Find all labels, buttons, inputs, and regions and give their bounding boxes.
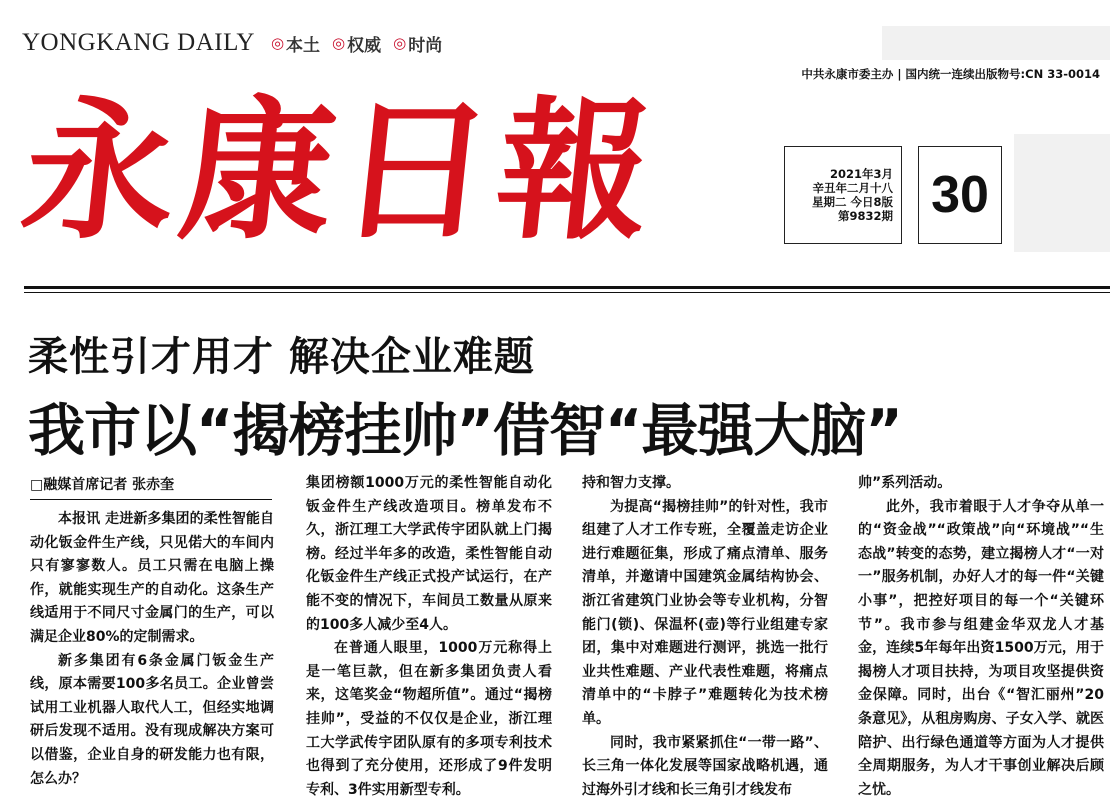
article-column-1 — [30, 508, 274, 791]
paragraph: 新多集团有6条金属门钣金生产线，原本需要100多名员工。企业曾尝试用工业机器人取代人工，但经实地调研后发现不适用。没有现成解决方案可以借鉴，企业自身的研发能力也有限，怎么办？ — [30, 652, 274, 787]
paragraph: 为提高“揭榜挂帅”的针对性，我市组建了人才工作专班，全覆盖走访企业进行难题征集，形成了痛点清单、服务清单，并邀请中国建筑金属结构协会、浙江省建筑门业协会等专业机构，分智能门(锁)、保温杯(壶)等行业组建专家团，集中对难题进行测评，挑选一批行业共性难题、产业代表性难题，将痛点清单中的“卡脖子”难题转化为技术榜单。 — [582, 498, 828, 727]
tag-authority: ◎ 权威 — [332, 34, 382, 56]
issue-weekday-pages: 星期二 今日8版 — [811, 195, 893, 209]
divider-thin — [24, 292, 1110, 293]
paragraph: 持和智力支撑。 — [582, 475, 680, 491]
issue-date: 2021年3月 — [829, 167, 893, 181]
issue-lunar-date: 辛丑年二月十八 — [812, 181, 893, 195]
ad-placeholder — [882, 26, 1110, 60]
bullseye-icon: ◎ — [332, 34, 346, 52]
article-column-2 — [306, 472, 552, 802]
tag-local: ◎ 本土 — [270, 34, 321, 56]
divider-thick — [24, 286, 1110, 289]
paragraph: 同时，我市紧紧抓住“一带一路”、长三角一体化发展等国家战略机遇，通过海外引才线和长三角引才线发布 — [582, 734, 828, 798]
bullseye-icon: ◎ — [270, 34, 285, 52]
article-byline: □融媒首席记者 张赤奎 — [30, 474, 272, 500]
paragraph: 集团榜额1000万元的柔性智能自动化钣金件生产线改造项目。榜单发布不久，浙江理工大学武传宇团队就上门揭榜。经过半年多的改造，柔性智能自动化钣金件生产线正式投产试运行，在产能不变的情况下，车间员工数量从原来的100多人减少至4人。 — [306, 475, 552, 633]
paragraph: 此外，我市着眼于人才争夺从单一的“资金战”“政策战”向“环境战”“生态战”转变的态势，建立揭榜人才“一对一”服务机制，办好人才的每一件“关键小事”，把控好项目的每一个“关键环节”。我市参与组建金华双龙人才基金，连续5年每年出资1500万元，用于揭榜人才项目扶持，为项目攻坚提供资金保障。同时，出台《“智汇丽州”20条意见》，从租房购房、子女入学、就医陪护、出行绿色通道等方面为人才提供全周期服务，为人才干事创业解决后顾之忧。 — [858, 498, 1104, 798]
article-column-3 — [582, 472, 828, 802]
issue-date-box — [784, 146, 902, 244]
article-column-4 — [858, 472, 1104, 802]
article-headline: 我市以“揭榜挂帅”借智“最强大脑” — [28, 398, 902, 464]
issue-number: 第9832期 — [837, 209, 893, 223]
english-title: YONGKANG DAILY — [22, 29, 255, 56]
paragraph: 在普通人眼里，1000万元称得上是一笔巨款，但在新多集团负责人看来，这笔奖金“物超所值”。通过“揭榜挂帅”，受益的不仅仅是企业，浙江理工大学武传宇团队原有的多项专利技术也得到了充分使用，还形成了9件发明专利、3件实用新型专利。 — [306, 640, 552, 798]
paragraph: 本报讯 走进新多集团的柔性智能自动化钣金件生产线，只见偌大的车间内只有寥寥数人。员工只需在电脑上操作，就能实现生产的自动化。这条生产线适用于不同尺寸金属门的生产，可以满足企业80%的定制需求。 — [30, 511, 274, 645]
ad-placeholder-right — [1014, 134, 1110, 252]
masthead-top-line — [22, 28, 442, 58]
paragraph: 帅”系列活动。 — [858, 475, 952, 491]
bullseye-icon: ◎ — [393, 34, 407, 52]
tag-fashion: ◎ 时尚 — [393, 34, 443, 56]
publisher-line: 中共永康市委主办 | 国内统一连续出版物号:CN 33-0014 — [801, 67, 1100, 81]
issue-day: 30 — [918, 146, 1002, 244]
newspaper-logo: 永康日報 — [14, 81, 666, 260]
article-kicker: 柔性引才用才 解决企业难题 — [28, 334, 535, 380]
